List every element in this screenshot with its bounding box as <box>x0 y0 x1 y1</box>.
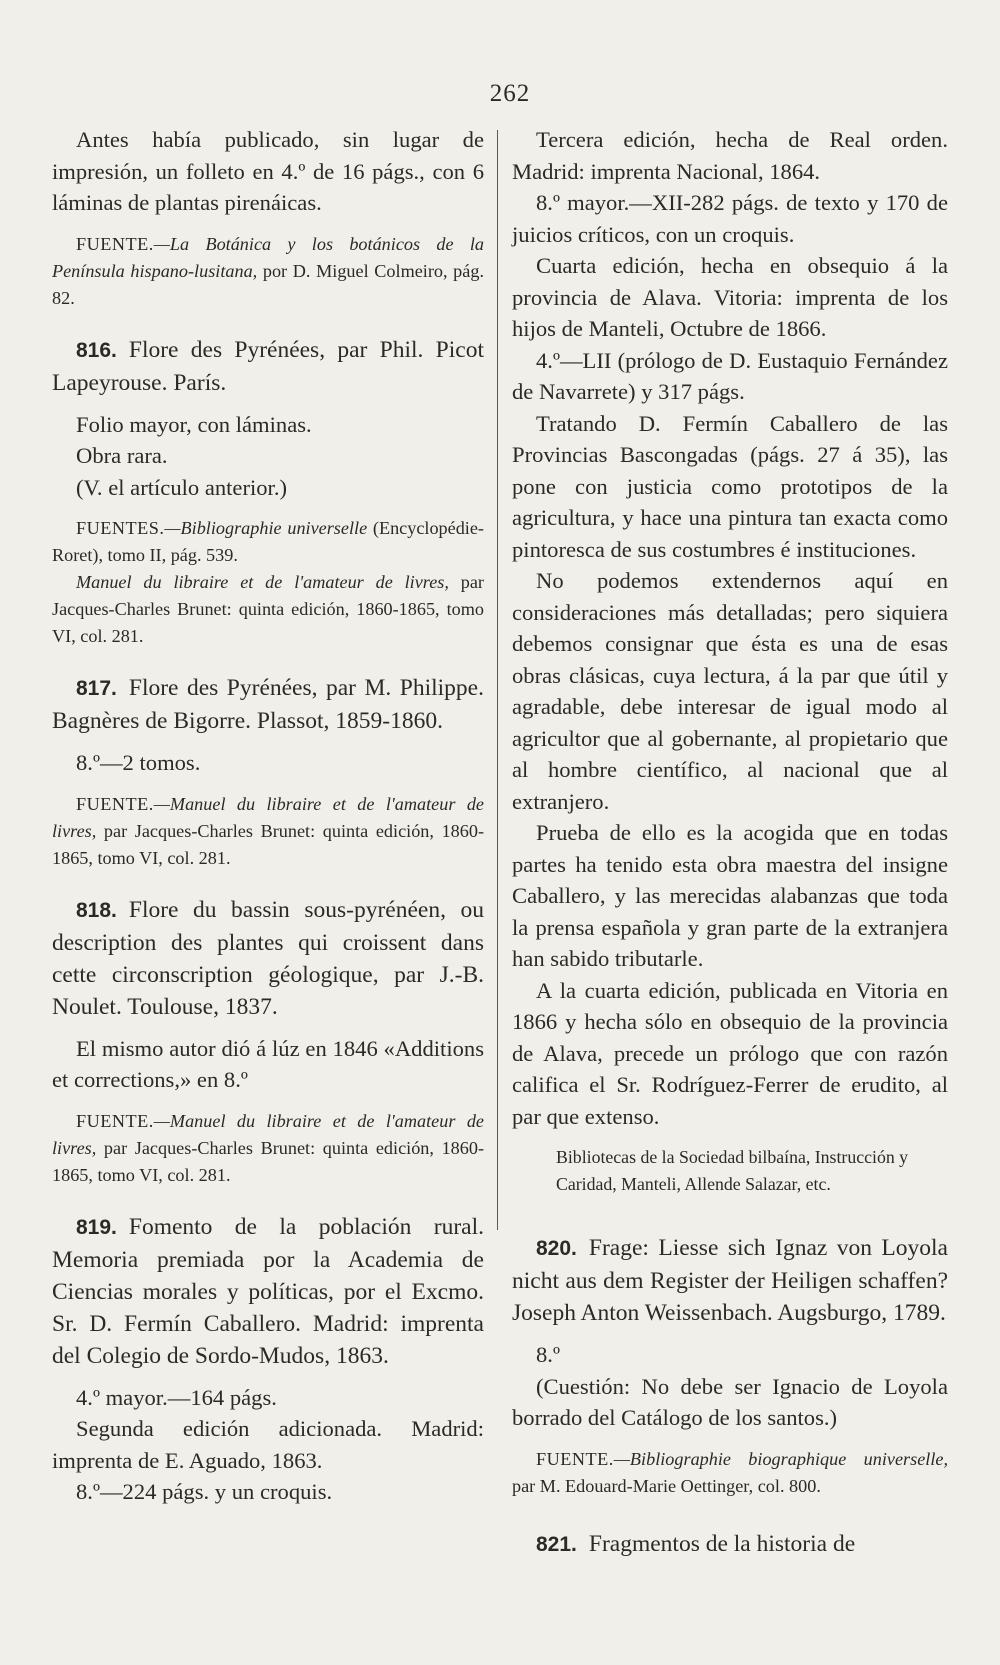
source-title: —Bibliographie universelle <box>164 518 368 538</box>
entry-title: Fomento de la población rural. Memoria premiada por la Academia de Ciencias morales y políticas, por el Excmo. Sr. D. Fermín Caballero. Madrid: imprenta del Colegio de Sordo-Mudos, 1863. <box>52 1213 484 1369</box>
source-detail: par Jacques-Charles Brunet: quinta edición, 1860-1865, tomo VI, col. 281. <box>52 572 484 646</box>
source-note <box>52 1108 484 1189</box>
paragraph-intro: Antes había publicado, sin lugar de impresión, un folleto en 4.º de 16 págs., con 6 láminas de plantas pirenáicas. <box>52 127 484 215</box>
entry-detail: 8.º <box>536 1342 560 1367</box>
source-label: FUENTES. <box>76 518 165 538</box>
paragraph: Tratando D. Fermín Caballero de las Provincias Bascongadas (págs. 27 á 35), las pone con justicia como prototipos de la agricultura, y hace una pintura tan exacta como pintoresca de sus costumbres é instituciones. <box>512 410 948 562</box>
entry-detail: El mismo autor dió á lúz en 1846 «Additions et corrections,» en 8.º <box>52 1035 484 1092</box>
entry-title: Flore des Pyrénées, par M. Philippe. Bagnères de Bigorre. Plassot, 1859-1860. <box>52 675 484 734</box>
entry-818 <box>52 894 484 1023</box>
source-label: FUENTE. <box>76 793 154 814</box>
entry-number: 818. <box>76 898 117 922</box>
paragraph: Tercera edición, hecha de Real orden. Madrid: imprenta Nacional, 1864. <box>512 127 948 184</box>
source-detail: par Jacques-Charles Brunet: quinta edición, 1860-1865, tomo VI, col. 281. <box>52 1137 484 1185</box>
entry-number: 819. <box>76 1215 117 1239</box>
entry-detail: (V. el artículo anterior.) <box>76 474 288 500</box>
source-note <box>52 231 484 312</box>
paragraph: 8.º mayor.—XII-282 págs. de texto y 170 de juicios críticos, con un croquis. <box>512 190 948 247</box>
paragraph: A la cuarta edición, publicada en Vitoria en 1866 y hecha sólo en obsequio de la provincia de Alava, precede un prólogo que con razón califica el Sr. Rodríguez-Ferrer de erudito, al par que extenso. <box>512 977 948 1129</box>
entry-number: 816. <box>76 338 117 362</box>
source-detail: por D. Miguel Colmeiro, pág. 82. <box>52 260 484 308</box>
left-column <box>52 124 484 1508</box>
entry-detail: (Cuestión: No debe ser Ignacio de Loyola borrado del Catálogo de los santos.) <box>512 1373 948 1430</box>
source-title: —Bibliographie biographique universelle, <box>613 1448 948 1469</box>
entry-detail: 8.º—2 tomos. <box>76 750 201 775</box>
source-title: —Manuel du libraire et de l'amateur de livres, <box>52 1110 484 1158</box>
source-label: FUENTE. <box>76 233 154 254</box>
entry-detail: Obra rara. <box>76 443 168 468</box>
source-detail: (Encyclopédie-Roret), tomo II, pág. 539. <box>52 518 484 565</box>
right-column <box>512 124 948 1561</box>
entry-816 <box>52 334 484 399</box>
paragraph: 4.º—LII (prólogo de D. Eustaquio Fernández de Navarrete) y 317 págs. <box>512 347 948 404</box>
page-number: 262 <box>489 80 531 107</box>
source-label: FUENTE. <box>76 1110 154 1131</box>
source-note <box>52 515 484 569</box>
entry-title: Flore du bassin sous-pyrénéen, ou description des plantes qui croissent dans cette circonscription géologique, par J.-B. Noulet. Toulouse, 1837. <box>52 896 484 1020</box>
entry-number: 821. <box>536 1532 577 1556</box>
library-note: Bibliotecas de la Sociedad bilbaína, Instrucción y Caridad, Manteli, Allende Salazar, etc. <box>556 1147 909 1194</box>
source-title: —Manuel du libraire et de l'amateur de livres, <box>52 793 484 841</box>
entry-detail: Segunda edición adicionada. Madrid: imprenta de E. Aguado, 1863. <box>52 1416 484 1473</box>
paragraph: Prueba de ello es la acogida que en todas partes ha tenido esta obra maestra del insigne Caballero, y las merecidas alabanzas que toda la prensa española y gran parte de la extranjera han sabido tributarle. <box>512 820 948 971</box>
source-note <box>52 569 484 650</box>
source-detail: par M. Edouard-Marie Oettinger, col. 800. <box>512 1475 821 1496</box>
entry-detail: Folio mayor, con láminas. <box>76 411 312 437</box>
entry-821 <box>512 1528 948 1561</box>
source-detail: par Jacques-Charles Brunet: quinta edición, 1860-1865, tomo VI, col. 281. <box>52 820 484 868</box>
column-divider <box>497 130 498 1230</box>
entry-title: Frage: Liesse sich Ignaz von Loyola nicht aus dem Register der Heiligen schaffen? Joseph Anton Weissenbach. Augsburgo, 1789. <box>512 1235 948 1326</box>
paragraph: No podemos extendernos aquí en consideraciones más detalladas; pero siquiera debemos consignar que ésta es una de esas obras clásicas, cuya lectura, á la par que útil y agradable, debe interesar de igual modo al agricultor que al gobernante, al propietario que al hombre científico, al nacional que al extranjero. <box>512 568 948 814</box>
entry-820 <box>512 1232 948 1329</box>
entry-title: Fragmentos de la historia de <box>588 1530 856 1557</box>
entry-detail: 8.º—224 págs. y un croquis. <box>76 1479 333 1504</box>
entry-817 <box>52 672 484 737</box>
entry-detail: 4.º mayor.—164 págs. <box>76 1384 277 1410</box>
entry-819 <box>52 1211 484 1372</box>
source-label: FUENTE. <box>536 1448 614 1469</box>
entry-title: Flore des Pyrénées, par Phil. Picot Lapeyrouse. París. <box>52 336 484 396</box>
entry-number: 817. <box>76 677 117 700</box>
source-note <box>52 791 484 872</box>
source-note <box>512 1446 948 1500</box>
source-title: —La Botánica y los botánicos de la Península hispano-lusitana, <box>52 233 484 281</box>
entry-number: 820. <box>536 1237 577 1260</box>
paragraph: Cuarta edición, hecha en obsequio á la provincia de Alava. Vitoria: imprenta de los hijos de Manteli, Octubre de 1866. <box>512 253 948 341</box>
source-title: Manuel du libraire et de l'amateur de livres, <box>76 572 449 592</box>
